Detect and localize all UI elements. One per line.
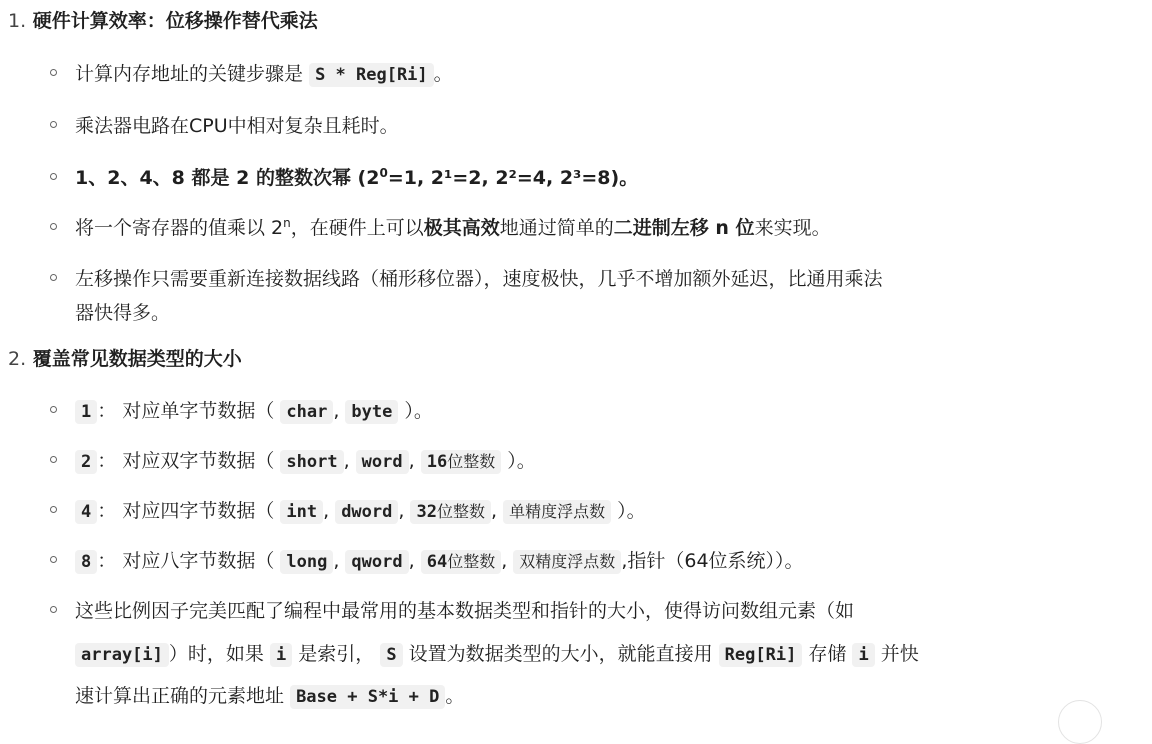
item-text: 对应双字节数据（ xyxy=(122,450,275,472)
inline-code: Reg[Ri] xyxy=(719,643,803,667)
item-text: , xyxy=(333,550,340,572)
inline-code xyxy=(410,500,491,524)
item-text: 乘法器电路在CPU中相对复杂且耗时。 xyxy=(75,115,399,137)
list-item xyxy=(75,213,831,240)
code-text: 位整数 xyxy=(447,552,496,571)
bullet-icon xyxy=(50,606,57,613)
inline-code: i xyxy=(270,643,292,667)
list-item-continuation xyxy=(75,681,464,708)
list-item xyxy=(75,496,646,523)
inline-code: S * Reg[Ri] xyxy=(309,63,434,87)
inline-code xyxy=(421,450,502,474)
inline-code: int xyxy=(280,500,323,524)
item-text: ）。 xyxy=(617,500,646,522)
inline-code xyxy=(503,500,611,524)
item-text: , xyxy=(490,500,498,522)
inline-code: short xyxy=(280,450,343,474)
item-text: 地通过简单的 xyxy=(499,217,614,239)
section-2-number: 2. xyxy=(8,348,27,370)
bullet-icon xyxy=(50,556,57,563)
inline-code: Base + S*i + D xyxy=(290,685,445,709)
bullet-icon xyxy=(50,223,57,230)
list-item xyxy=(75,111,399,138)
inline-code xyxy=(513,550,621,574)
list-item xyxy=(75,59,453,86)
inline-code: word xyxy=(356,450,409,474)
inline-code: qword xyxy=(345,550,408,574)
item-text: , xyxy=(408,550,415,572)
bullet-icon xyxy=(50,406,57,413)
list-item xyxy=(75,396,433,423)
bold-text: 二进制左移 n 位 xyxy=(613,217,755,239)
item-text: 将一个寄存器的值乘以 2 xyxy=(75,217,284,239)
item-text: 对应四字节数据（ xyxy=(122,500,275,522)
superscript: 0 xyxy=(379,166,388,180)
inline-code: 2 xyxy=(75,450,97,474)
bullet-icon xyxy=(50,274,57,281)
bold-text: 极其高效 xyxy=(423,217,500,239)
item-text: 1、2、4、8 都是 2 的整数次幂 (2 xyxy=(75,167,380,189)
item-text: , xyxy=(621,550,628,572)
code-number: 32 xyxy=(416,502,437,522)
inline-code: dword xyxy=(335,500,398,524)
inline-code: i xyxy=(852,643,874,667)
bullet-icon xyxy=(50,173,57,180)
inline-code: long xyxy=(280,550,333,574)
item-text: 计算内存地址的关键步骤是 xyxy=(75,63,304,85)
list-item xyxy=(75,596,854,623)
item-text: ）。 xyxy=(507,450,536,472)
superscript: n xyxy=(283,216,291,230)
section-1-title: 硬件计算效率：位移操作替代乘法 xyxy=(32,10,318,32)
code-text: 位整数 xyxy=(436,502,485,521)
section-2-heading xyxy=(8,344,242,371)
item-text: 并快 xyxy=(880,643,919,665)
item-text: 来实现。 xyxy=(754,217,831,239)
section-2-title: 覆盖常见数据类型的大小 xyxy=(32,348,242,370)
item-text: =1, 2¹=2, 2²=4, 2³=8)。 xyxy=(387,167,639,189)
code-text: 位整数 xyxy=(447,452,496,471)
item-text: 对应八字节数据（ xyxy=(122,550,275,572)
inline-code xyxy=(421,550,502,574)
item-text: , xyxy=(323,500,330,522)
bullet-icon xyxy=(50,121,57,128)
item-text: ）时，如果 xyxy=(168,643,264,665)
list-item-continuation xyxy=(75,639,919,666)
inline-code: 1 xyxy=(75,400,97,424)
bullet-icon xyxy=(50,456,57,463)
section-1-number: 1. xyxy=(8,10,27,32)
item-text: 。 xyxy=(445,685,465,707)
code-text: 双精度浮点数 xyxy=(519,552,616,571)
code-text: 单精度浮点数 xyxy=(509,502,606,521)
inline-code: 8 xyxy=(75,550,97,574)
item-text: 器快得多。 xyxy=(75,302,171,324)
list-item xyxy=(75,163,638,190)
item-text: 这些比例因子完美匹配了编程中最常用的基本数据类型和指针的大小，使得访问数组元素（如 xyxy=(75,600,855,622)
item-text: , xyxy=(333,400,340,422)
section-1-heading xyxy=(8,6,318,33)
item-text: 左移操作只需要重新连接数据线路（桶形移位器），速度极快，几乎不增加额外延迟，比通用乘法 xyxy=(75,268,883,290)
item-text: 设置为数据类型的大小，就能直接用 xyxy=(408,643,713,665)
item-text: 速计算出正确的元素地址 xyxy=(75,685,285,707)
item-text: 指针（64位系统））。 xyxy=(627,550,804,572)
item-text: , xyxy=(408,450,415,472)
item-text: 是索引， xyxy=(298,643,375,665)
inline-code: S xyxy=(380,643,402,667)
item-text: , xyxy=(501,550,508,572)
item-text: 存储 xyxy=(808,643,847,665)
list-item xyxy=(75,446,536,473)
list-item xyxy=(75,546,804,573)
code-number: 64 xyxy=(426,552,448,572)
inline-code: array[i] xyxy=(75,643,169,667)
list-item-continuation xyxy=(75,298,170,325)
inline-code: char xyxy=(280,400,333,424)
item-text: 对应单字节数据（ xyxy=(122,400,275,422)
code-number: 16 xyxy=(426,452,448,472)
item-text: ： xyxy=(97,400,117,422)
item-text: ： xyxy=(97,450,117,472)
inline-code: 4 xyxy=(75,500,97,524)
inline-code: byte xyxy=(345,400,398,424)
bullet-icon xyxy=(50,69,57,76)
item-text: ，在硬件上可以 xyxy=(290,217,424,239)
bullet-icon xyxy=(50,506,57,513)
item-text: , xyxy=(343,450,350,472)
scroll-to-bottom-button[interactable] xyxy=(1058,700,1102,744)
item-text: ： xyxy=(97,550,117,572)
item-text: 。 xyxy=(433,63,453,85)
list-item xyxy=(75,264,883,291)
item-text: , xyxy=(398,500,405,522)
item-text: ： xyxy=(97,500,117,522)
item-text: ）。 xyxy=(404,400,433,422)
